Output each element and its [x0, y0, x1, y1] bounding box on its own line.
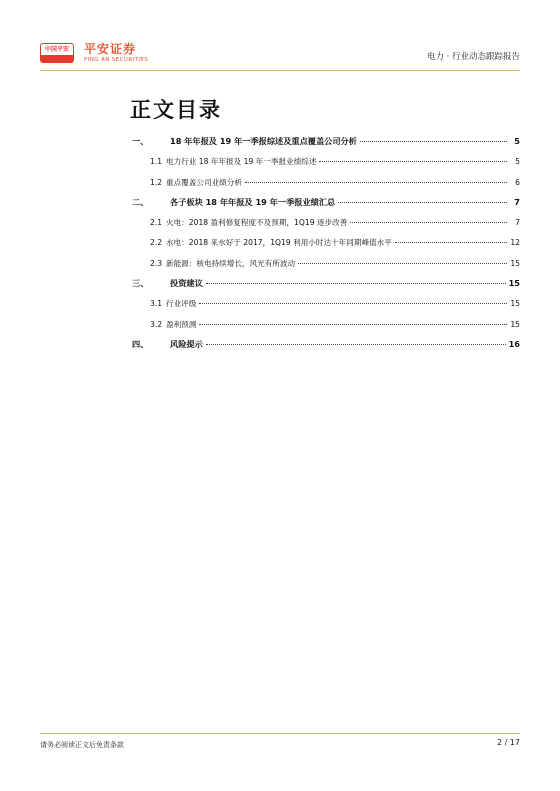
- toc-entry-number: 一、: [132, 136, 149, 146]
- toc-dot-leader: [199, 303, 507, 304]
- toc-entry-number: 2.1: [150, 218, 163, 228]
- page-number: 2 / 17: [496, 738, 520, 747]
- toc-entry-title: 火电：2018 盈利修复程度不及预期，1Q19 逐步改善: [166, 218, 348, 228]
- toc-dot-leader: [338, 202, 507, 203]
- toc-dot-leader: [360, 141, 507, 142]
- toc-entry-page: 7: [515, 218, 520, 228]
- toc-entry-title: 水电：2018 来水好于 2017，1Q19 利用小时达十年同期峰值水平: [166, 238, 392, 248]
- toc-entry-title: 风险提示: [170, 338, 203, 349]
- page-header: [40, 40, 520, 70]
- toc-entry-page: 6: [515, 177, 520, 187]
- toc-entry-number: 三、: [132, 278, 149, 289]
- toc-entry[interactable]: [132, 319, 520, 339]
- toc-dot-leader: [395, 242, 507, 243]
- toc-entry-title: 电力行业 18 年年报及 19 年一季报业绩综述: [166, 157, 317, 167]
- toc-entry-number: 2.2: [150, 238, 163, 248]
- toc-dot-leader: [350, 222, 507, 223]
- toc-entry-title: 新能源：核电持续增长，风光有所波动: [166, 258, 296, 268]
- toc-entry[interactable]: [132, 258, 520, 278]
- toc-entry-page: 15: [510, 319, 520, 329]
- toc-entry-page: 5: [515, 157, 520, 167]
- toc-entry-number: 二、: [132, 196, 149, 207]
- logo-badge-text: 中国平安: [44, 46, 69, 53]
- header-divider: [40, 70, 520, 71]
- toc-entry-number: 1.1: [150, 157, 163, 167]
- toc-dot-leader: [206, 283, 506, 284]
- toc-entry-number: 1.2: [150, 177, 163, 187]
- toc-entry-number: 四、: [132, 338, 149, 349]
- toc-entry-number: 3.1: [150, 299, 163, 309]
- logo-chinese-name: 平安证券: [84, 42, 137, 56]
- toc-entry-title: 投资建议: [170, 278, 203, 289]
- footer-disclaimer: 请务必阅读正文后免责条款: [40, 741, 124, 749]
- toc-dot-leader: [245, 182, 507, 183]
- toc-entry-title: 各子板块 18 年年报及 19 年一季报业绩汇总: [170, 196, 336, 207]
- toc-entry[interactable]: [132, 156, 520, 176]
- company-logo: [40, 42, 148, 64]
- toc-dot-leader: [206, 344, 506, 345]
- toc-entry-page: 15: [510, 299, 520, 309]
- toc-entry[interactable]: [132, 237, 520, 257]
- toc-entry-page: 15: [508, 278, 520, 289]
- table-of-contents: [132, 136, 520, 359]
- footer-divider: [40, 733, 520, 734]
- toc-dot-leader: [319, 161, 507, 162]
- toc-entry-title: 18 年年报及 19 年一季报综述及重点覆盖公司分析: [170, 136, 357, 146]
- toc-entry[interactable]: [132, 298, 520, 318]
- page-title: 正文目录: [130, 98, 222, 122]
- logo-english-name: PING AN SECURITIES: [84, 57, 149, 63]
- toc-entry-title: 盈利预测: [166, 319, 197, 329]
- toc-dot-leader: [298, 263, 507, 264]
- toc-entry-number: 3.2: [150, 319, 163, 329]
- toc-entry-page: 5: [514, 136, 520, 146]
- toc-entry[interactable]: [132, 197, 520, 217]
- toc-entry-title: 行业评级: [166, 299, 197, 309]
- toc-entry-title: 重点覆盖公司业绩分析: [166, 177, 242, 187]
- toc-dot-leader: [199, 324, 507, 325]
- toc-entry[interactable]: [132, 278, 520, 298]
- toc-entry-page: 15: [510, 258, 520, 268]
- toc-entry-page: 16: [508, 338, 520, 349]
- toc-entry[interactable]: [132, 217, 520, 237]
- toc-entry-page: 12: [510, 238, 520, 248]
- toc-entry-page: 7: [514, 196, 520, 207]
- toc-entry[interactable]: [132, 177, 520, 197]
- ping-an-badge-icon: [40, 43, 74, 63]
- report-type-label: 电力 · 行业动态跟踪报告: [426, 52, 520, 62]
- toc-entry-number: 2.3: [150, 258, 163, 268]
- toc-entry[interactable]: [132, 339, 520, 359]
- toc-entry[interactable]: [132, 136, 520, 156]
